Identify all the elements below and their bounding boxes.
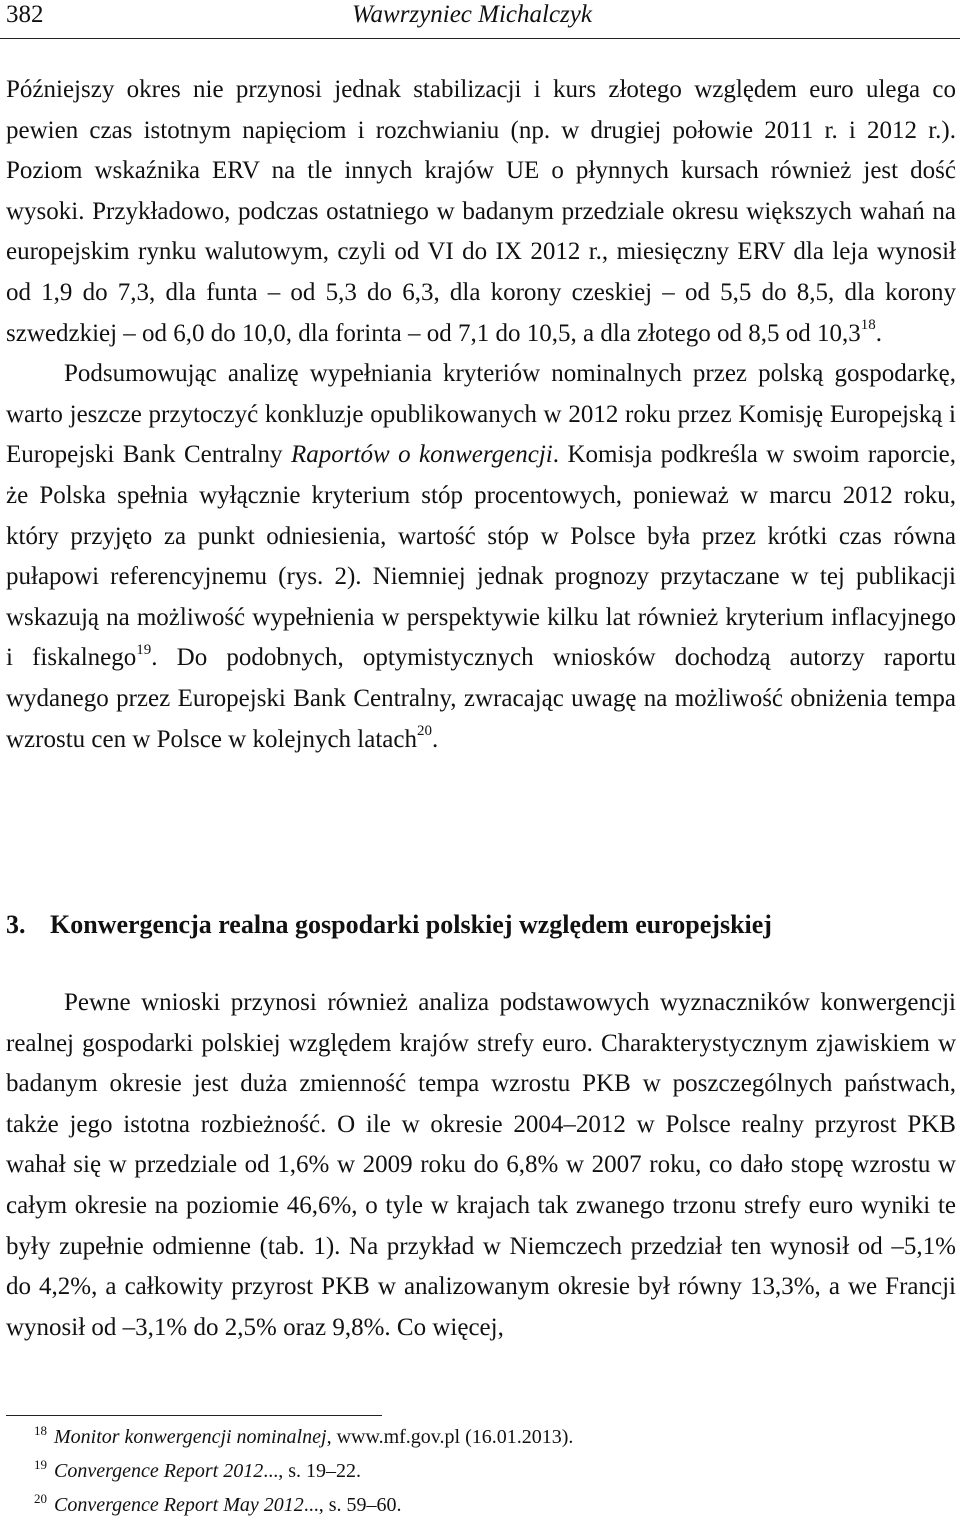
footnote-item <box>6 1420 946 1454</box>
footnote-source-title: Convergence Report May 2012 <box>54 1494 304 1516</box>
paragraph-text: Podsumowując analizę wypełniania kryteriów nominalnych przez polską gospodarkę, warto jeszcze przytoczyć konkluzje opublikowanych w 2012 roku przez Komisję Europejską i Europejski Bank Centralny <box>6 360 956 469</box>
footnote-source-detail: ..., s. 19–22. <box>263 1460 361 1482</box>
body-text-lower <box>6 983 956 1348</box>
paragraph <box>6 354 956 760</box>
section-title: Konwergencja realna gospodarki polskiej względem europejskiej <box>50 910 772 939</box>
paragraph-text: . <box>432 725 439 753</box>
paragraph-text: . <box>875 319 882 347</box>
footnote-item <box>6 1488 946 1522</box>
paragraph: Pewne wnioski przynosi również analiza podstawowych wyznaczników konwergencji realnej gospodarki polskiej względem krajów strefy euro. Charakterystycznym zjawiskiem w badanym okresie jest duża zmienność tempa wzrostu PKB w poszczególnych państwach, także jego istotna rozbieżność. O ile w okresie 2004–2012 w Polsce realny przyrost PKB wahał się w przedziale od 1,6% w 2009 roku do 6,8% w 2007 roku, co dało stopę wzrostu w całym okresie na poziomie 46,6%, o tyle w krajach tak zwanego trzonu strefy euro wyniki te były zupełnie odmienne (tab. 1). Na przykład w Niemczech przedział ten wynosił od –5,1% do 4,2%, a całkowity przyrost PKB w analizowanym okresie był równy 13,3%, a we Francji wynosił od –3,1% do 2,5% oraz 9,8%. Co więcej, <box>6 989 956 1341</box>
page-header <box>0 0 960 40</box>
italic-title: Raportów o konwergencji <box>291 441 553 469</box>
footnote-number: 19 <box>34 1457 47 1472</box>
footnote-text <box>54 1454 361 1488</box>
footnote-source-detail: , www.mf.gov.pl (16.01.2013). <box>326 1426 574 1448</box>
footnote-ref[interactable]: 18 <box>860 317 876 334</box>
paragraph <box>6 70 956 354</box>
footnote-source-detail: ..., s. 59–60. <box>303 1494 402 1516</box>
footnote-ref[interactable]: 19 <box>136 641 152 658</box>
running-head-author: Wawrzyniec Michalczyk <box>352 1 592 28</box>
section-heading <box>6 905 772 945</box>
paragraph-text: . Do podobnych, optymistycznych wniosków dochodzą autorzy raportu wydanego przez Europejski Bank Centralny, zwracając uwagę na możliwość obniżenia tempa wzrostu cen w Polsce w kolejnych latach <box>6 644 956 753</box>
footnote-number: 20 <box>34 1491 47 1506</box>
page-number: 382 <box>6 1 44 28</box>
footnote-number: 18 <box>34 1423 47 1438</box>
footnote-rule <box>6 1415 382 1416</box>
footnote-item <box>6 1454 946 1488</box>
footnote-text <box>54 1420 573 1454</box>
paragraph-text: . Komisja podkreśla w swoim raporcie, że Polska spełnia wyłącznie kryterium stóp procentowych, ponieważ w marcu 2012 roku, który przyjęto za punkt odniesienia, wartość stóp w Polsce była przez krótki czas równa pułapowi referencyjnemu (rys. 2). Niemniej jednak prognozy przytaczane w tej publikacji wskazują na możliwość wypełnienia w perspektywie kilku lat również kryterium inflacyjnego i fiskalnego <box>6 441 956 672</box>
footnote-text <box>54 1488 402 1522</box>
section-number: 3. <box>6 910 26 939</box>
footnotes <box>6 1420 946 1522</box>
footnote-source-title: Monitor konwergencji nominalnej <box>54 1426 327 1448</box>
header-rule <box>0 38 960 39</box>
footnote-source-title: Convergence Report 2012 <box>54 1460 264 1482</box>
body-text-upper <box>6 70 956 760</box>
paragraph-text: Późniejszy okres nie przynosi jednak stabilizacji i kurs złotego względem euro ulega co pewien czas istotnym napięciom i rozchwianiu (np. w drugiej połowie 2011 r. i 2012 r.). Poziom wskaźnika ERV na tle innych krajów UE o płynnych kursach również jest dość wysoki. Przykładowo, podczas ostatniego w badanym przedziale okresu większych wahań na europejskim rynku walutowym, czyli od VI do IX 2012 r., miesięczny ERV dla leja wynosił od 1,9 do 7,3, dla funta – od 5,3 do 6,3, dla korony czeskiej – od 5,5 do 8,5, dla korony szwedzkiej – od 6,0 do 10,0, dla forinta – od 7,1 do 10,5, a dla złotego od 8,5 od 10,3 <box>6 76 956 347</box>
footnote-ref[interactable]: 20 <box>417 723 432 740</box>
